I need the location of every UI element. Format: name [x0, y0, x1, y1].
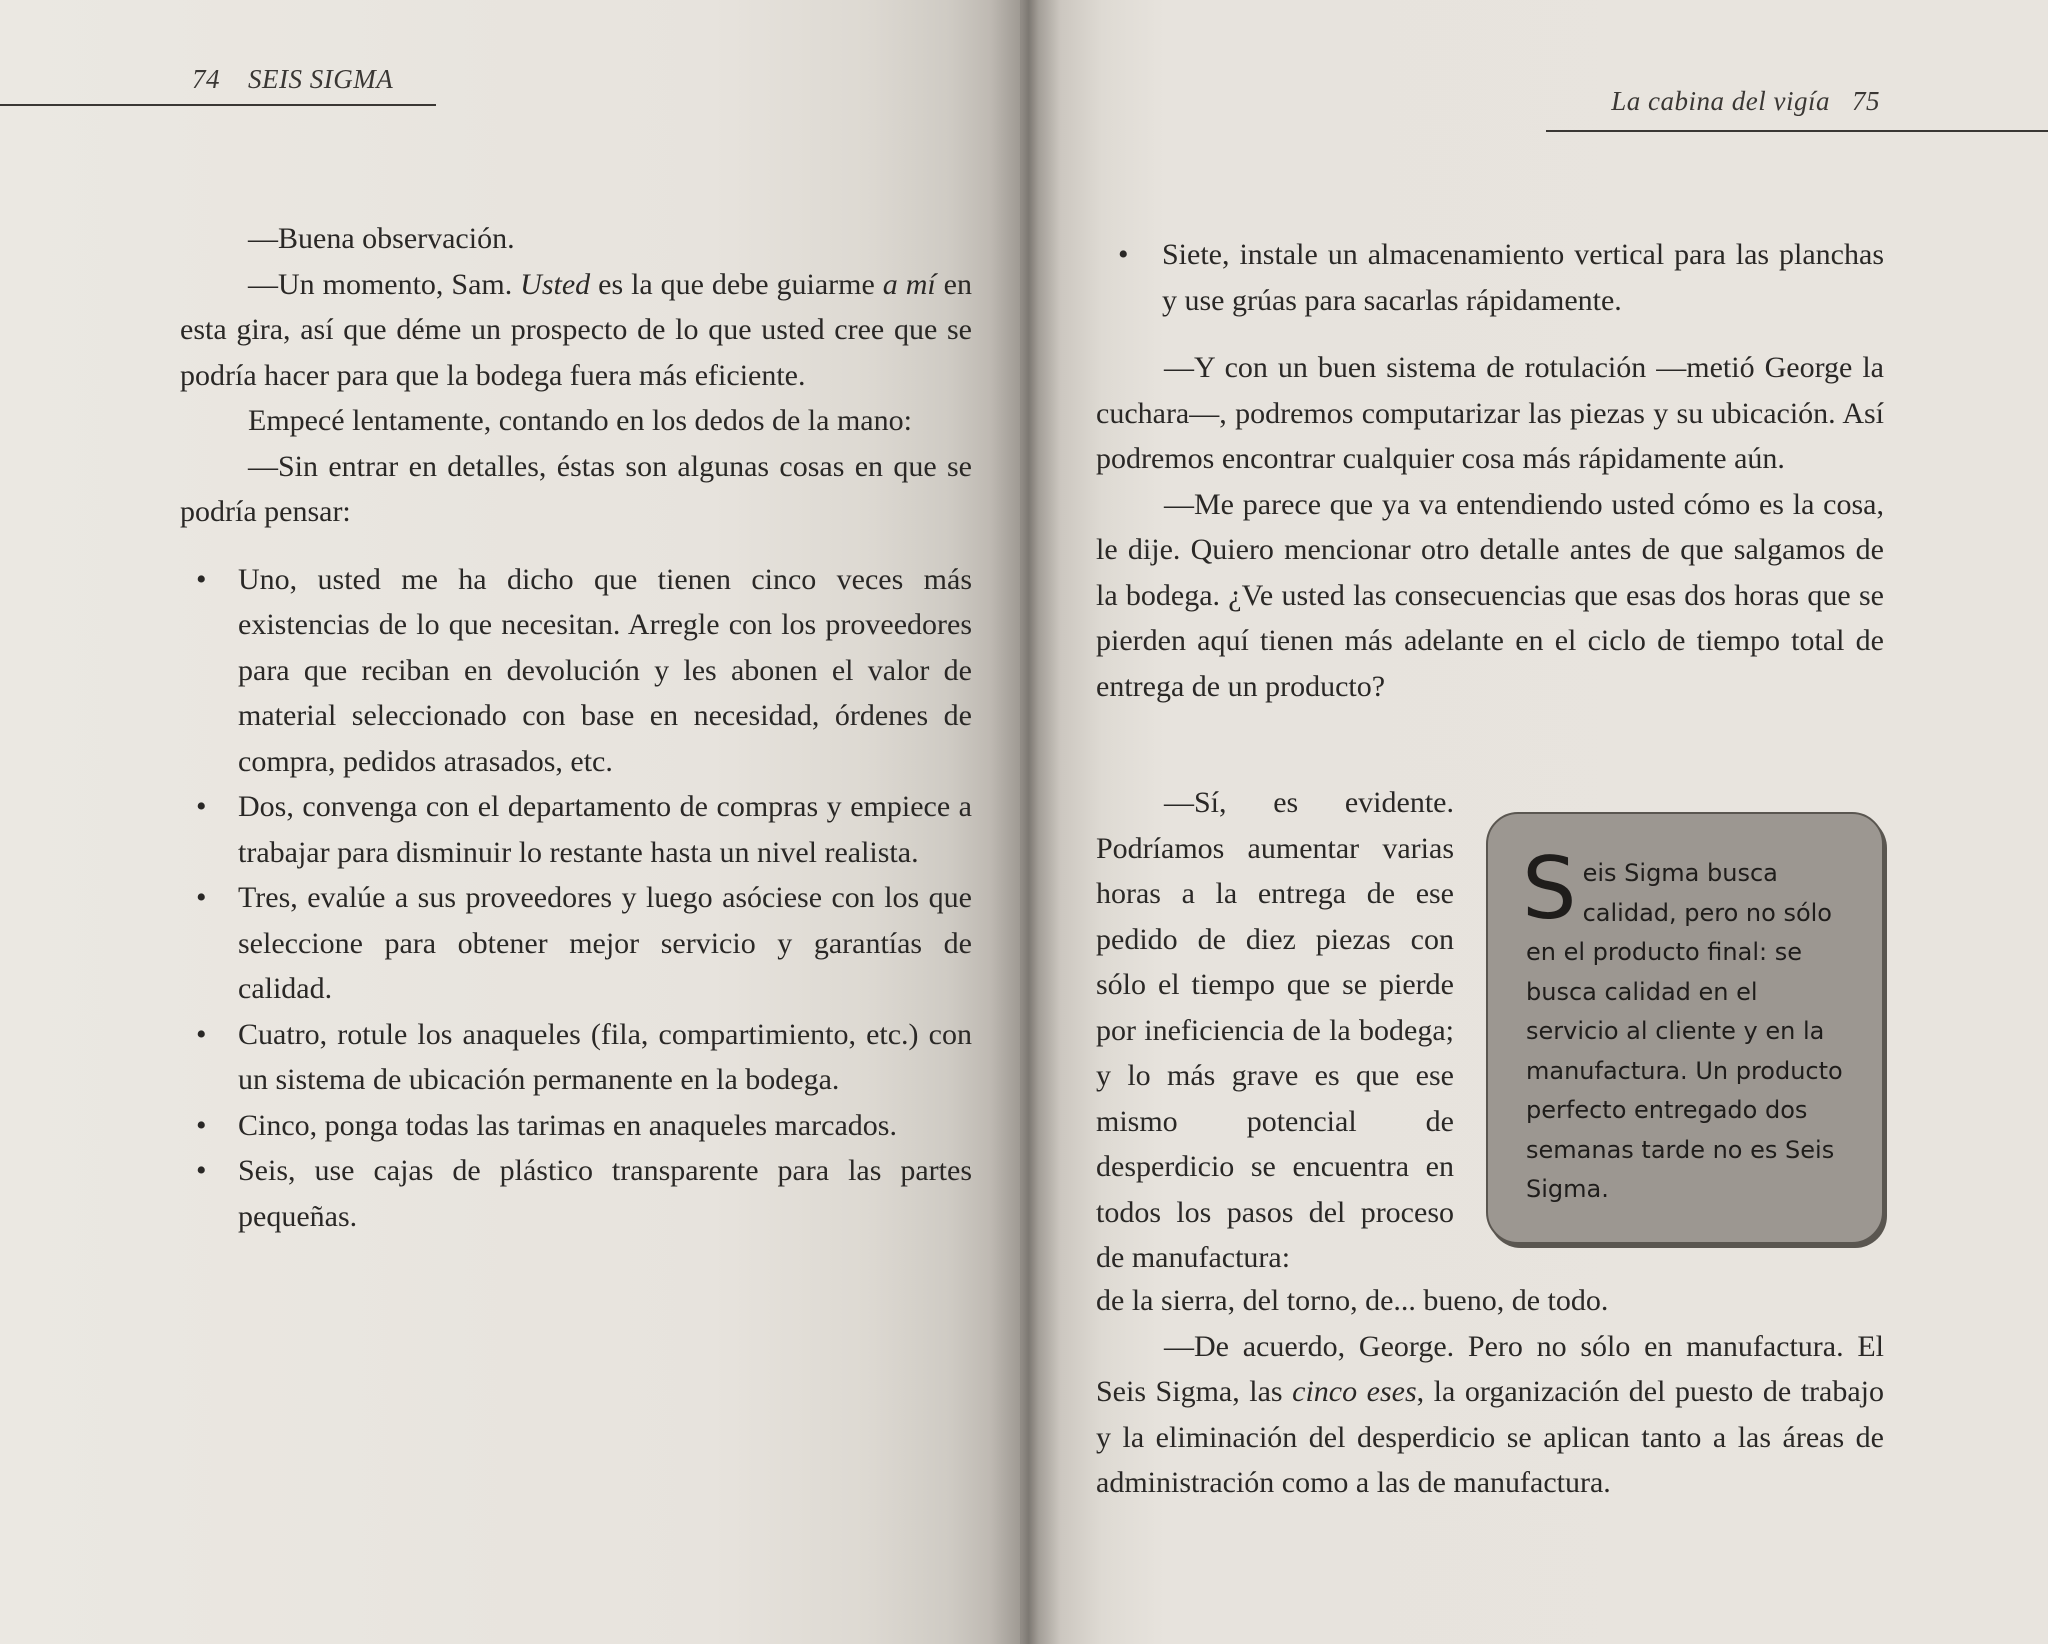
right-running-title: La cabina del vigía [1611, 86, 1830, 116]
list-item: • Seis, use cajas de plástico transparente para las partes pequeñas. [180, 1148, 972, 1239]
left-running-head [192, 64, 393, 95]
bullet-icon: • [196, 1154, 207, 1187]
bullet-icon: • [1118, 238, 1129, 271]
right-page-body [1096, 232, 1884, 709]
paragraph: —De acuerdo, George. Pero no sólo en manufactura. El Seis Sigma, las cinco eses, la organización del puesto de trabajo y la eliminación del desperdicio se aplican tanto a las áreas de administración como a las de manufactura. [1096, 1329, 1884, 1499]
paragraph: —Buena observación. [248, 222, 515, 255]
list-item: • Dos, convenga con el departamento de compras y empiece a trabajar para disminuir lo restante hasta un nivel realista. [180, 784, 972, 875]
bullet-icon: • [196, 562, 207, 596]
left-page-number: 74 [192, 64, 220, 94]
sidebar-text: eis Sigma busca calidad, pero no sólo en el producto final: se busca calidad en el servicio al cliente y en la manufactura. Un producto perfecto entregado dos semanas tarde no es Seis Sigma. [1526, 859, 1843, 1203]
bullet-icon: • [196, 1017, 207, 1051]
right-running-head [1611, 86, 1880, 117]
list-item: • Siete, instale un almacenamiento vertical para las planchas y use grúas para sacarlas rápidamente. [1096, 232, 1884, 323]
list-item: • Uno, usted me ha dicho que tienen cinco veces más existencias de lo que necesitan. Arregle con los proveedores para que reciban en devolución y les abonen el valor de material seleccionado con base en necesidad, órdenes de compra, pedidos atrasados, etc. [180, 557, 972, 785]
left-running-title: SEIS SIGMA [248, 64, 394, 94]
list-item: • Tres, evalúe a sus proveedores y luego asóciese con los que seleccione para obtener mejor servicio y garantías de calidad. [180, 875, 972, 1012]
list-item: • Cinco, ponga todas las tarimas en anaqueles marcados. [180, 1103, 972, 1149]
list-item: • Cuatro, rotule los anaqueles (fila, compartimiento, etc.) con un sistema de ubicación permanente en la bodega. [180, 1012, 972, 1103]
paragraph: —Sin entrar en detalles, éstas son algunas cosas en que se podría pensar: [180, 449, 972, 528]
narrow-paragraph: —Sí, es evidente. Podríamos aumentar varias horas a la entrega de ese pedido de diez piezas con sólo el tiempo que se pierde por ineficiencia de la bodega; y lo más grave es que ese mismo potencial de desperdicio se encuentra en todos los pasos del proceso de manufactura: [1096, 786, 1454, 1274]
bullet-icon: • [196, 881, 207, 914]
left-header-rule [0, 104, 436, 106]
paragraph: —Un momento, Sam. Usted es la que debe guiarme a mí en esta gira, así que déme un prospecto de lo que usted cree que se podría hacer para que la bodega fuera más eficiente. [180, 267, 972, 392]
paragraph: —Y con un buen sistema de rotulación —metió George la cuchara—, podremos computarizar las piezas y su ubicación. Así podremos encontrar cualquier cosa más rápidamente aún. [1096, 351, 1884, 475]
right-header-rule [1546, 130, 2048, 132]
paragraph: —Me parece que ya va entendiendo usted cómo es la cosa, le dije. Quiero mencionar otro detalle antes de que salgamos de la bodega. ¿Ve usted las consecuencias que esas dos horas que se pierden aquí tienen más adelante en el ciclo de tiempo total de entrega de un producto? [1096, 487, 1884, 703]
right-page-number: 75 [1852, 86, 1880, 116]
paragraph: de la sierra, del torno, de... bueno, de todo. [1096, 1284, 1609, 1317]
right-page-body-bottom [1096, 1278, 1884, 1506]
sidebar-callout [1486, 812, 1884, 1244]
drop-cap: S [1522, 839, 1577, 939]
paragraph: Empecé lentamente, contando en los dedos de la mano: [248, 404, 912, 437]
left-page-body [180, 216, 972, 1239]
bullet-icon: • [196, 1108, 207, 1142]
bullet-icon: • [196, 790, 207, 823]
